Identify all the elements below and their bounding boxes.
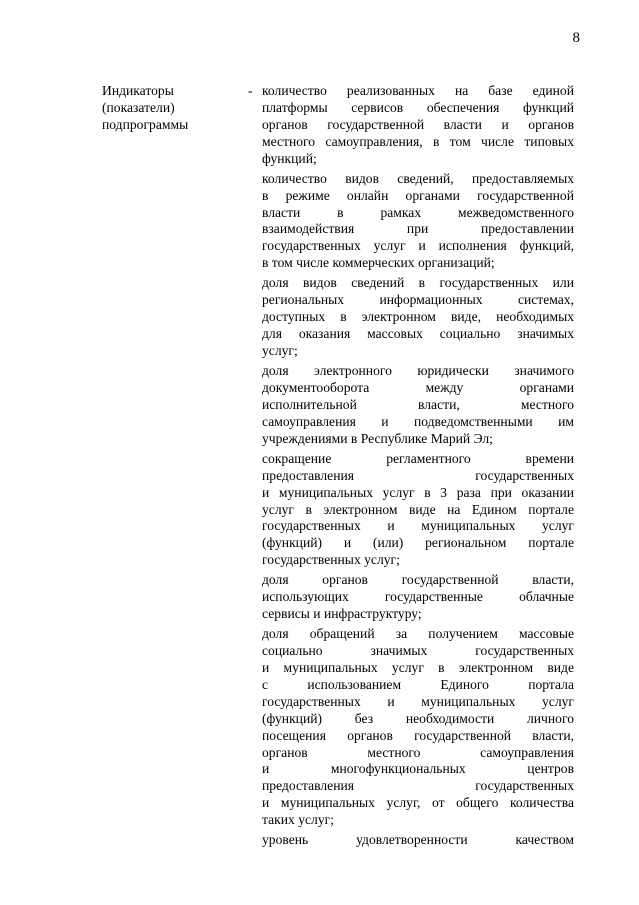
indicator-line: в том числе коммерческих организаций;	[262, 255, 495, 271]
indicators-label-line: Индикаторы	[102, 83, 174, 98]
indicator-line: доля органов государственной власти,	[262, 572, 574, 588]
indicator-item	[262, 832, 574, 849]
indicator-line: местного самоуправления, в том числе типовых	[262, 133, 574, 149]
page-number: 8	[572, 30, 580, 46]
indicator-line: сокращение регламентного времени	[262, 450, 574, 466]
indicator-line: государственных услуг;	[262, 552, 400, 568]
indicator-line: (функций) и (или) региональном портале	[262, 535, 574, 551]
indicator-line: количество реализованных на базе единой	[262, 83, 574, 98]
indicator-line: доля электронного юридически значимого	[262, 363, 574, 379]
indicator-item	[262, 363, 574, 448]
indicator-line: доля обращений за получением массовые	[262, 626, 574, 642]
indicator-line: предоставления государственных	[262, 467, 574, 483]
indicator-item	[262, 171, 574, 272]
indicator-line: услуг в электронном виде на Едином портале	[262, 501, 574, 517]
indicator-line: и муниципальных услуг, от общего количества	[262, 795, 574, 811]
indicator-line: органов местного самоуправления	[262, 744, 574, 760]
indicator-line: посещения органов государственной власти,	[262, 727, 574, 743]
indicators-list	[262, 83, 574, 852]
indicator-line: предоставления государственных	[262, 778, 574, 794]
indicator-item	[262, 275, 574, 360]
indicator-line: уровень удовлетворенности качеством	[262, 832, 574, 848]
indicator-line: платформы сервисов обеспечения функций	[262, 99, 574, 115]
indicator-line: региональных информационных системах,	[262, 292, 574, 308]
indicator-line: самоуправления и подведомственными им	[262, 413, 574, 429]
indicators-label	[102, 83, 242, 134]
indicator-line: доступных в электронном виде, необходимых	[262, 309, 574, 325]
indicator-item	[262, 83, 574, 168]
indicator-line: взаимодействия при предоставлении	[262, 221, 574, 237]
indicator-line: государственных и муниципальных услуг	[262, 518, 574, 534]
indicator-line: с использованием Единого портала	[262, 676, 574, 692]
indicator-line: и муниципальных услуг в электронном виде	[262, 660, 574, 676]
indicator-item	[262, 572, 574, 623]
indicators-label-line: (показатели)	[102, 99, 175, 115]
indicator-line: и муниципальных услуг в 3 раза при оказании	[262, 484, 574, 500]
indicator-line: учреждениями в Республике Марий Эл;	[262, 430, 493, 446]
indicator-line: государственных услуг и исполнения функций,	[262, 238, 574, 254]
indicator-line: для оказания массовых социально значимых	[262, 326, 574, 342]
indicator-line: сервисы и инфраструктуру;	[262, 606, 422, 622]
indicator-line: и многофункциональных центров	[262, 761, 574, 777]
indicator-line: исполнительной власти, местного	[262, 396, 574, 412]
indicator-line: власти в рамках межведомственного	[262, 204, 574, 220]
indicator-line: государственных и муниципальных услуг	[262, 693, 574, 709]
indicator-line: использующих государственные облачные	[262, 589, 574, 605]
indicator-line: услуг;	[262, 342, 298, 358]
indicator-line: таких услуг;	[262, 812, 334, 828]
indicators-label-line: подпрограммы	[102, 116, 189, 132]
indicator-line: в режиме онлайн органами государственной	[262, 187, 574, 203]
indicator-line: (функций) без необходимости личного	[262, 710, 574, 726]
indicator-line: доля видов сведений в государственных или	[262, 275, 574, 291]
indicator-line: документооборота между органами	[262, 379, 574, 395]
indicator-line: количество видов сведений, предоставляемых	[262, 170, 574, 186]
indicator-item	[262, 626, 574, 829]
indicator-line: социально значимых государственных	[262, 643, 574, 659]
indicator-item	[262, 451, 574, 569]
list-dash: -	[248, 83, 253, 98]
indicator-line: органов государственной власти и органов	[262, 116, 574, 132]
indicator-line: функций;	[262, 150, 317, 166]
